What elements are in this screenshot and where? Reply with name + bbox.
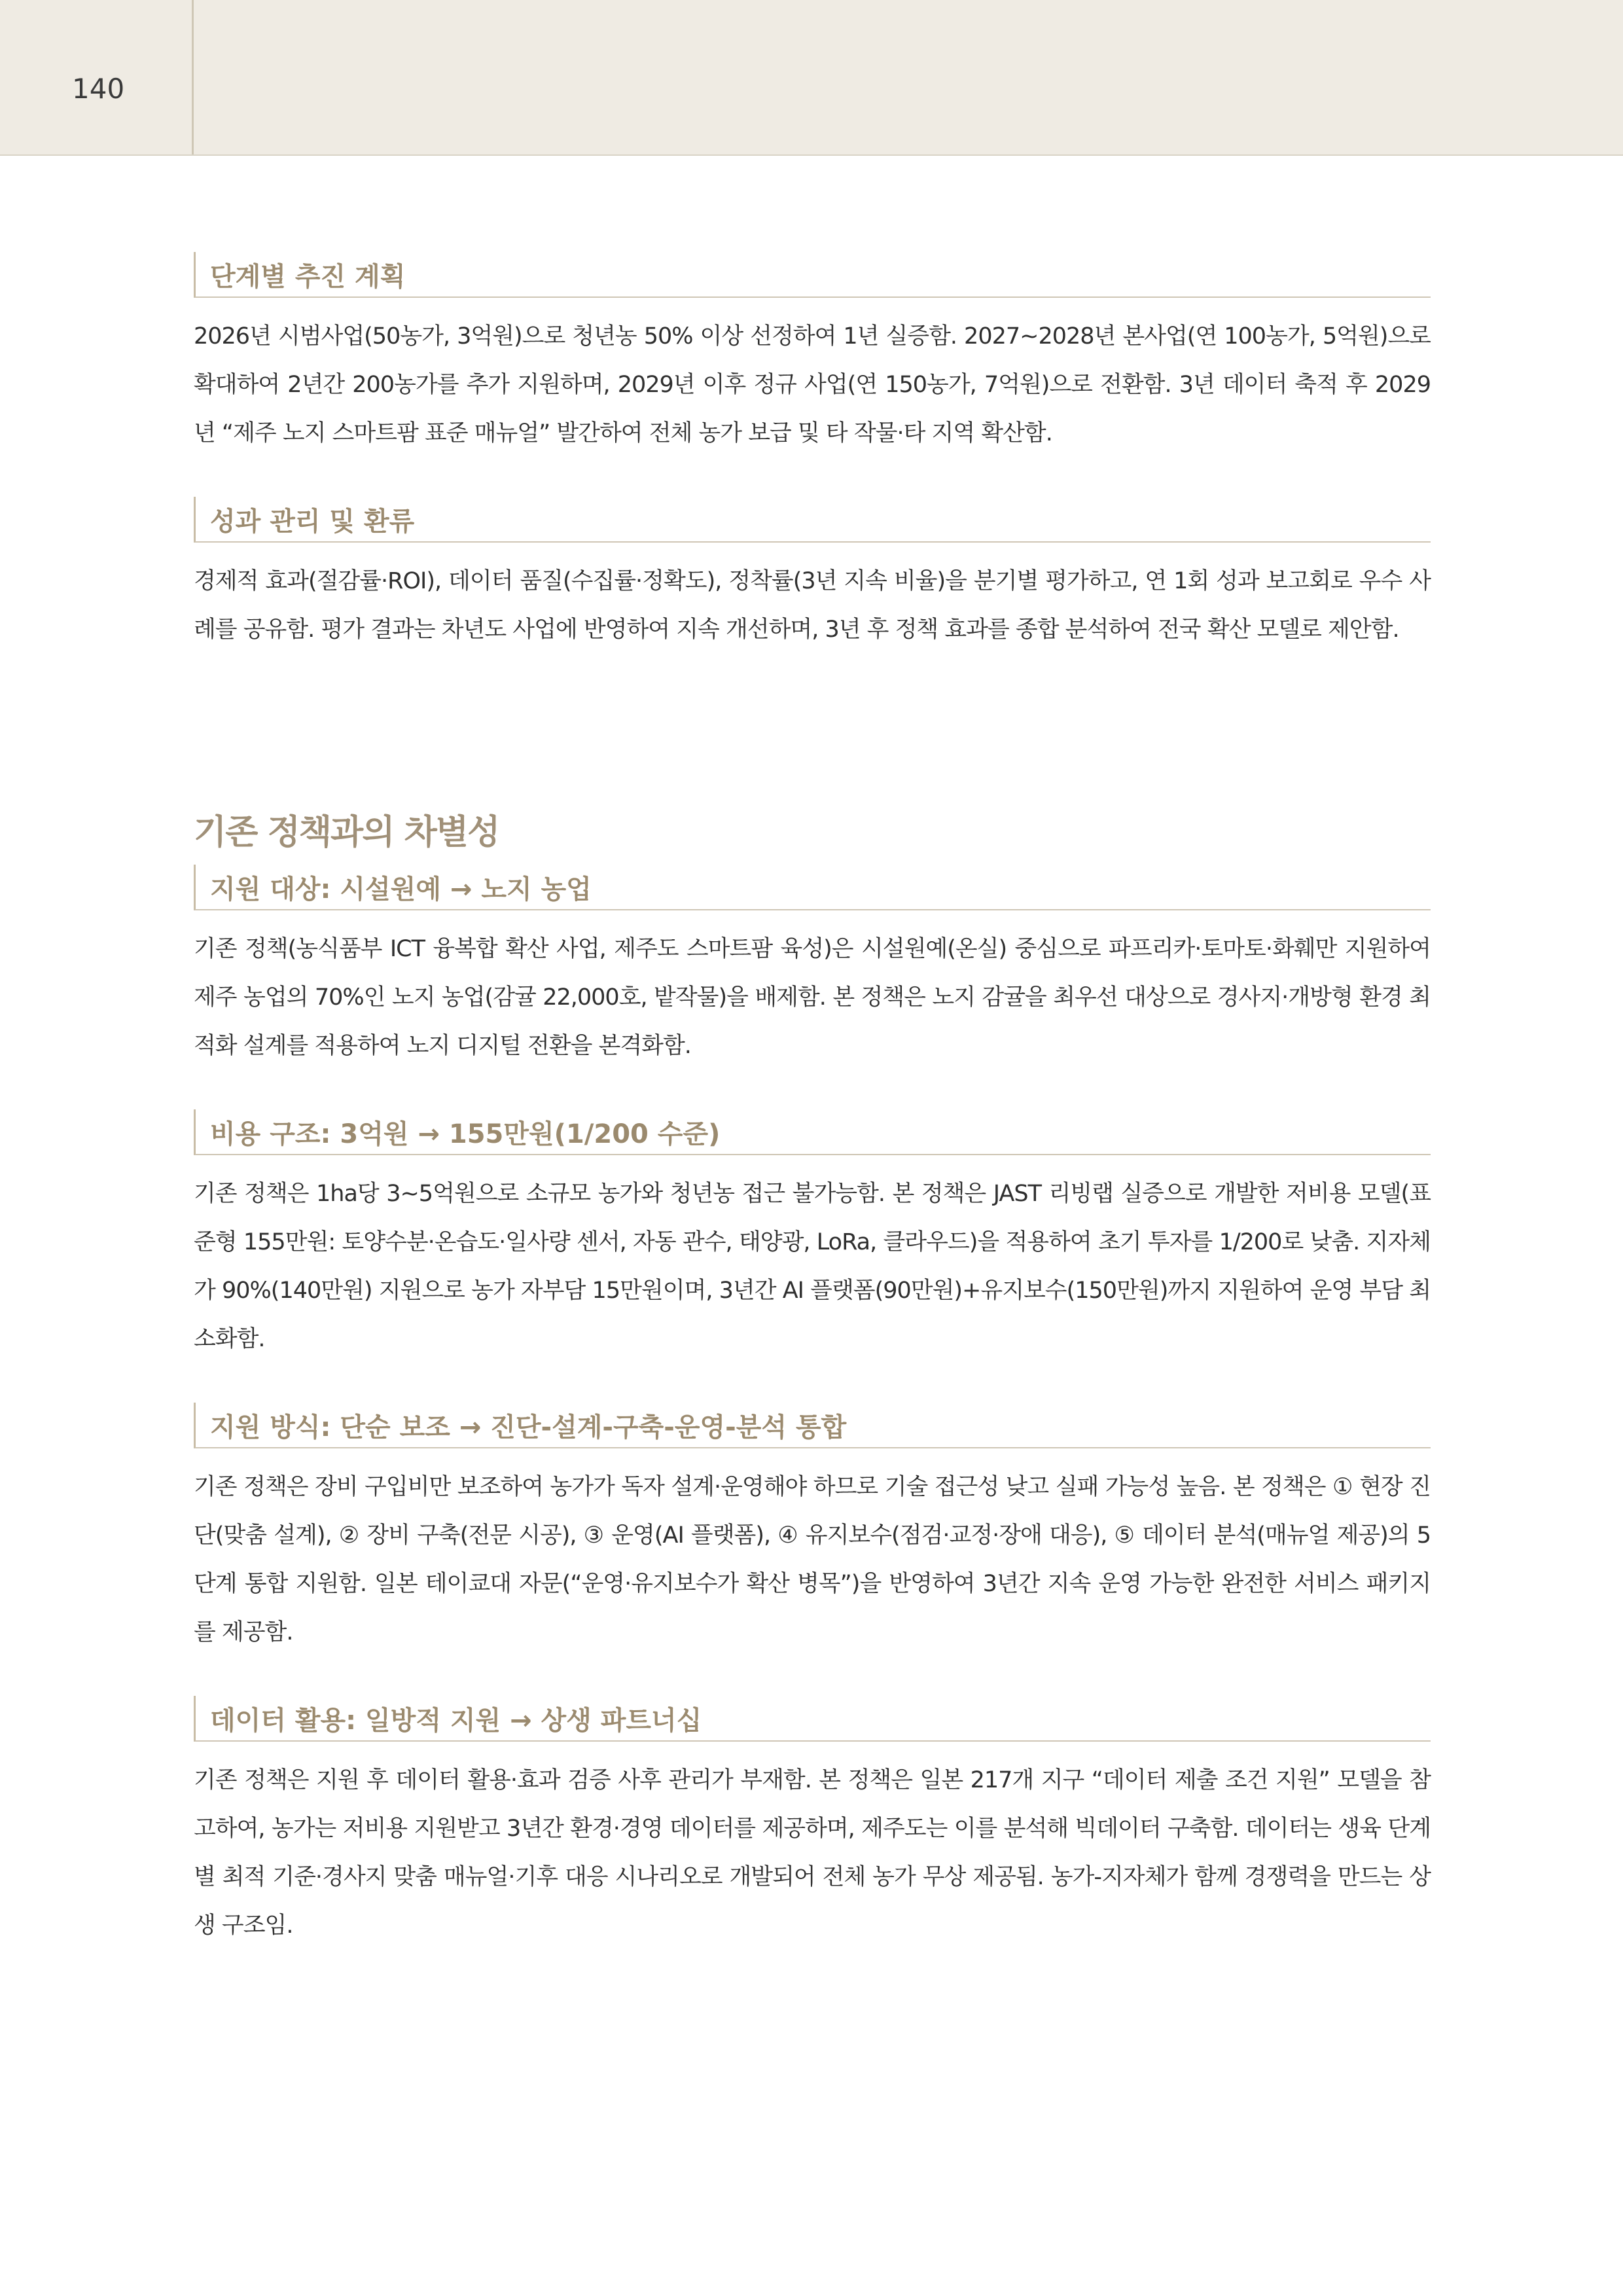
section-heading: 단계별 추진 계획 [194,252,1431,298]
section-heading: 성과 관리 및 환류 [194,497,1431,543]
section-body: 기존 정책은 장비 구입비만 보조하여 농가가 독자 설계·운영해야 하므로 기술 접근성 낮고 실패 가능성 높음. 본 정책은 ① 현장 진단(맞춤 설계), ② 장비 구축(전문 시공), ③ 운영(AI 플랫폼), ④ 유지보수(점검·교정·장애 대응), ⑤ 데이터 분석(매뉴얼 제공)의 5단계 통합 지원함. 일본 테이쿄대 자문(“운영·유지보수가 확산 병목”)을 반영하여 3년간 지속 운영 가능한 완전한 서비스 패키지를 제공함. [194,1474,1431,1645]
page-number: 140 [72,73,125,105]
section-phased-plan [194,252,1431,457]
section-cost-structure [194,1109,1431,1363]
section-body: 기존 정책(농식품부 ICT 융복합 확산 사업, 제주도 스마트팜 육성)은 시설원예(온실) 중심으로 파프리카·토마토·화훼만 지원하여 제주 농업의 70%인 노지 농업(감귤 22,000호, 밭작물)을 배제함. 본 정책은 노지 감귤을 최우선 대상으로 경사지·개방형 환경 최적화 설계를 적용하여 노지 디지털 전환을 본격화함. [194,936,1431,1059]
section-heading: 지원 방식: 단순 보조 → 진단-설계-구축-운영-분석 통합 [194,1403,1431,1448]
header-divider [192,0,194,154]
section-body: 기존 정책은 1ha당 3~5억원으로 소규모 농가와 청년농 접근 불가능함. 본 정책은 JAST 리빙랩 실증으로 개발한 저비용 모델(표준형 155만원: 토양수분·온습도·일사량 센서, 자동 관수, 태양광, LoRa, 클라우드)을 적용하여 초기 투자를 1/200로 낮춤. 지자체가 90%(140만원) 지원으로 농가 자부담 15만원이며, 3년간 AI 플랫폼(90만원)+유지보수(150만원)까지 지원하여 운영 부담 최소화함. [194,1181,1431,1352]
section-support-method [194,1403,1431,1657]
section-body: 경제적 효과(절감률·ROI), 데이터 품질(수집률·정확도), 정착률(3년 지속 비율)을 분기별 평가하고, 연 1회 성과 보고회로 우수 사례를 공유함. 평가 결과는 차년도 사업에 반영하여 지속 개선하며, 3년 후 정책 효과를 종합 분석하여 전국 확산 모델로 제안함. [194,568,1431,643]
section-heading: 지원 대상: 시설원예 → 노지 농업 [194,865,1431,910]
section-body: 2026년 시범사업(50농가, 3억원)으로 청년농 50% 이상 선정하여 1년 실증함. 2027~2028년 본사업(연 100농가, 5억원)으로 확대하여 2년간 200농가를 추가 지원하며, 2029년 이후 정규 사업(연 150농가, 7억원)으로 전환함. 3년 데이터 축적 후 2029년 “제주 노지 스마트팜 표준 매뉴얼” 발간하여 전체 농가 보급 및 타 작물·타 지역 확산함. [194,323,1431,446]
section-heading: 비용 구조: 3억원 → 155만원(1/200 수준) [194,1109,1431,1155]
section-performance-management [194,497,1431,654]
page-content [194,252,1431,1989]
section-body: 기존 정책은 지원 후 데이터 활용·효과 검증 사후 관리가 부재함. 본 정책은 일본 217개 지구 “데이터 제출 조건 지원” 모델을 참고하여, 농가는 저비용 지원받고 3년간 환경·경영 데이터를 제공하며, 제주도는 이를 분석해 빅데이터 구축함. 데이터는 생육 단계별 최적 기준·경사지 맞춤 매뉴얼·기후 대응 시나리오로 개발되어 전체 농가 무상 제공됨. 농가-지자체가 함께 경쟁력을 만드는 상생 구조임. [194,1767,1431,1939]
page-header [0,0,1623,156]
section-heading: 데이터 활용: 일방적 지원 → 상생 파트너십 [194,1696,1431,1742]
section-support-target [194,865,1431,1070]
main-heading: 기존 정책과의 차별성 [194,813,499,852]
section-data-utilization [194,1696,1431,1950]
